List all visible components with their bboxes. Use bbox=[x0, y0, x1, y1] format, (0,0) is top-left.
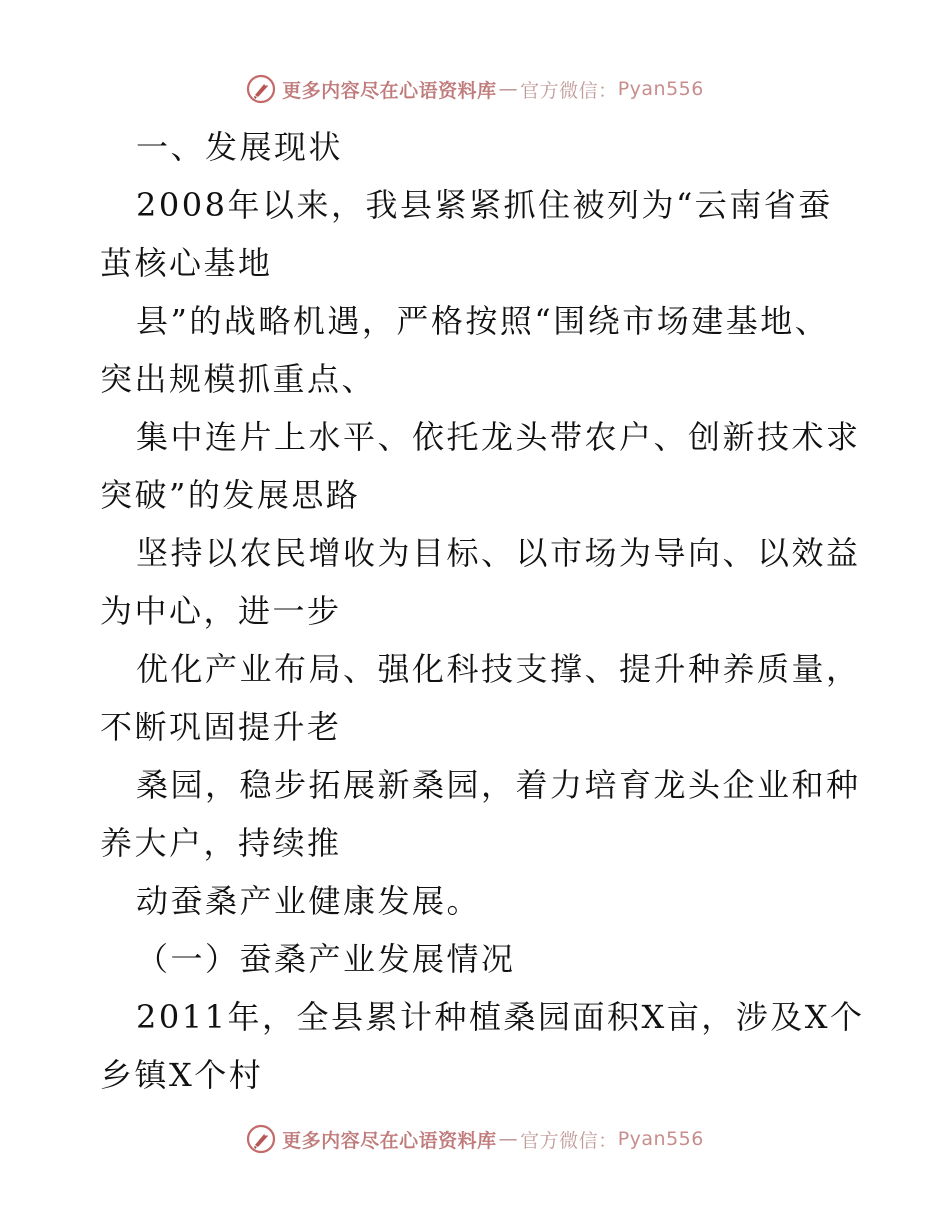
watermark-wechat-label: 官方微信： bbox=[520, 79, 618, 102]
footer-watermark bbox=[0, 1124, 950, 1154]
text-line: 县”的战略机遇，严格按照“围绕市场建基地、 bbox=[136, 302, 830, 340]
text-line: 一、发展现状 bbox=[136, 128, 344, 166]
document-body bbox=[100, 118, 865, 1104]
text-line: 突破”的发展思路 bbox=[100, 476, 361, 514]
text-line: 为中心，进一步 bbox=[100, 592, 342, 630]
text-line: 2008年以来，我县紧紧抓住被列为“云南省蚕 bbox=[136, 186, 833, 224]
text-line: 坚持以农民增收为目标、以市场为导向、以效益 bbox=[136, 534, 861, 572]
text-line: 茧核心基地 bbox=[100, 244, 273, 282]
pen-nib-logo-icon bbox=[246, 74, 276, 104]
text-line: 不断巩固提升老 bbox=[100, 708, 342, 746]
text-line: 2011年，全县累计种植桑园面积X亩，涉及X个 bbox=[136, 998, 865, 1036]
text-line: 养大户，持续推 bbox=[100, 824, 342, 862]
header-watermark bbox=[0, 74, 950, 104]
text-line: 动蚕桑产业健康发展。 bbox=[136, 882, 482, 920]
watermark-site-name: 更多内容尽在心语资料库 bbox=[282, 79, 497, 102]
watermark-separator: — bbox=[498, 78, 519, 100]
text-line: （一）蚕桑产业发展情况 bbox=[136, 940, 516, 978]
watermark-wechat-label: 官方微信： bbox=[520, 1129, 618, 1152]
watermark-wechat-id: Pyan556 bbox=[617, 78, 704, 100]
watermark-wechat-id: Pyan556 bbox=[617, 1128, 704, 1150]
text-line: 突出规模抓重点、 bbox=[100, 360, 377, 398]
text-line: 优化产业布局、强化科技支撑、提升种养质量， bbox=[136, 650, 861, 688]
watermark-site-name: 更多内容尽在心语资料库 bbox=[282, 1129, 497, 1152]
text-line: 集中连片上水平、依托龙头带农户、创新技术求 bbox=[136, 418, 861, 456]
text-line: 桑园，稳步拓展新桑园，着力培育龙头企业和种 bbox=[136, 766, 861, 804]
pen-nib-logo-icon bbox=[246, 1124, 276, 1154]
text-line: 乡镇X个村 bbox=[100, 1056, 264, 1094]
watermark-separator: — bbox=[498, 1128, 519, 1150]
